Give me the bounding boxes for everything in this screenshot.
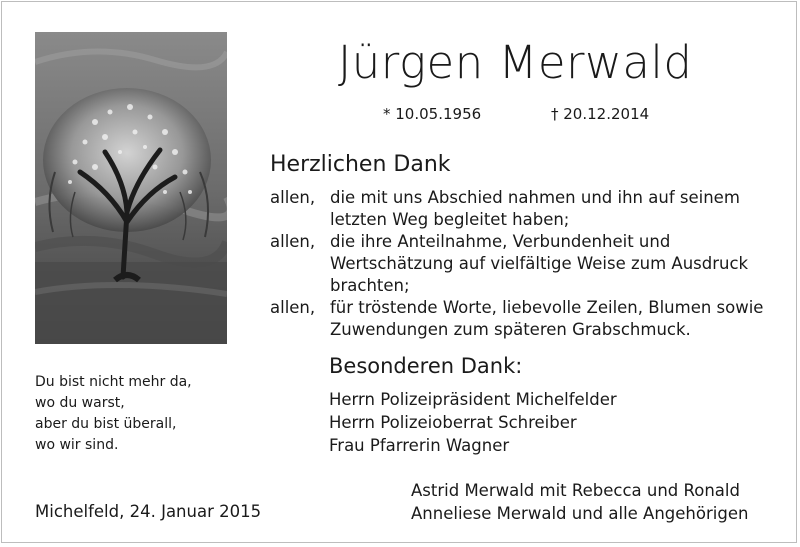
signatures (411, 479, 748, 525)
special-thanks-item: Herrn Polizeipräsident Michelfelder (329, 390, 617, 409)
death-date: † 20.12.2014 (551, 105, 650, 123)
poem (35, 372, 192, 456)
poem-line: aber du bist überall, (35, 416, 177, 432)
tree-painting-icon (35, 32, 227, 344)
thanks-item-label: allen, (270, 188, 316, 207)
signature-line: Astrid Merwald mit Rebecca und Ronald (411, 481, 740, 500)
thanks-list (270, 187, 780, 341)
special-thanks-heading: Besonderen Dank: (329, 354, 523, 378)
special-thanks-item: Herrn Polizeioberrat Schreiber (329, 413, 577, 432)
obituary-card (1, 1, 797, 543)
poem-line: wo wir sind. (35, 437, 119, 453)
special-thanks-list (329, 388, 617, 457)
thanks-item-text: die ihre Anteilnahme, Verbundenheit und Wertschätzung auf vielfältige Weise zum Ausdruck brachten; (330, 232, 749, 295)
poem-line: Du bist nicht mehr da, (35, 374, 192, 390)
thanks-item-label: allen, (270, 298, 316, 317)
thanks-item (270, 231, 780, 297)
deceased-name: Jürgen Merwald (338, 36, 693, 89)
thanks-item (270, 297, 780, 341)
poem-line: wo du warst, (35, 395, 125, 411)
thanks-item-label: allen, (270, 232, 316, 251)
tree-painting-image (35, 32, 227, 344)
thanks-heading: Herzlichen Dank (270, 152, 451, 177)
place-date: Michelfeld, 24. Januar 2015 (35, 502, 262, 521)
birth-date: * 10.05.1956 (383, 105, 482, 123)
signature-line: Anneliese Merwald und alle Angehörigen (411, 504, 749, 523)
thanks-item-text: die mit uns Abschied nahmen und ihn auf seinem letzten Weg begleitet haben; (330, 188, 740, 229)
thanks-item-text: für tröstende Worte, liebevolle Zeilen, Blumen sowie Zuwendungen zum späteren Grabschmuck. (330, 298, 764, 339)
thanks-item (270, 187, 780, 231)
special-thanks-item: Frau Pfarrerin Wagner (329, 436, 510, 455)
